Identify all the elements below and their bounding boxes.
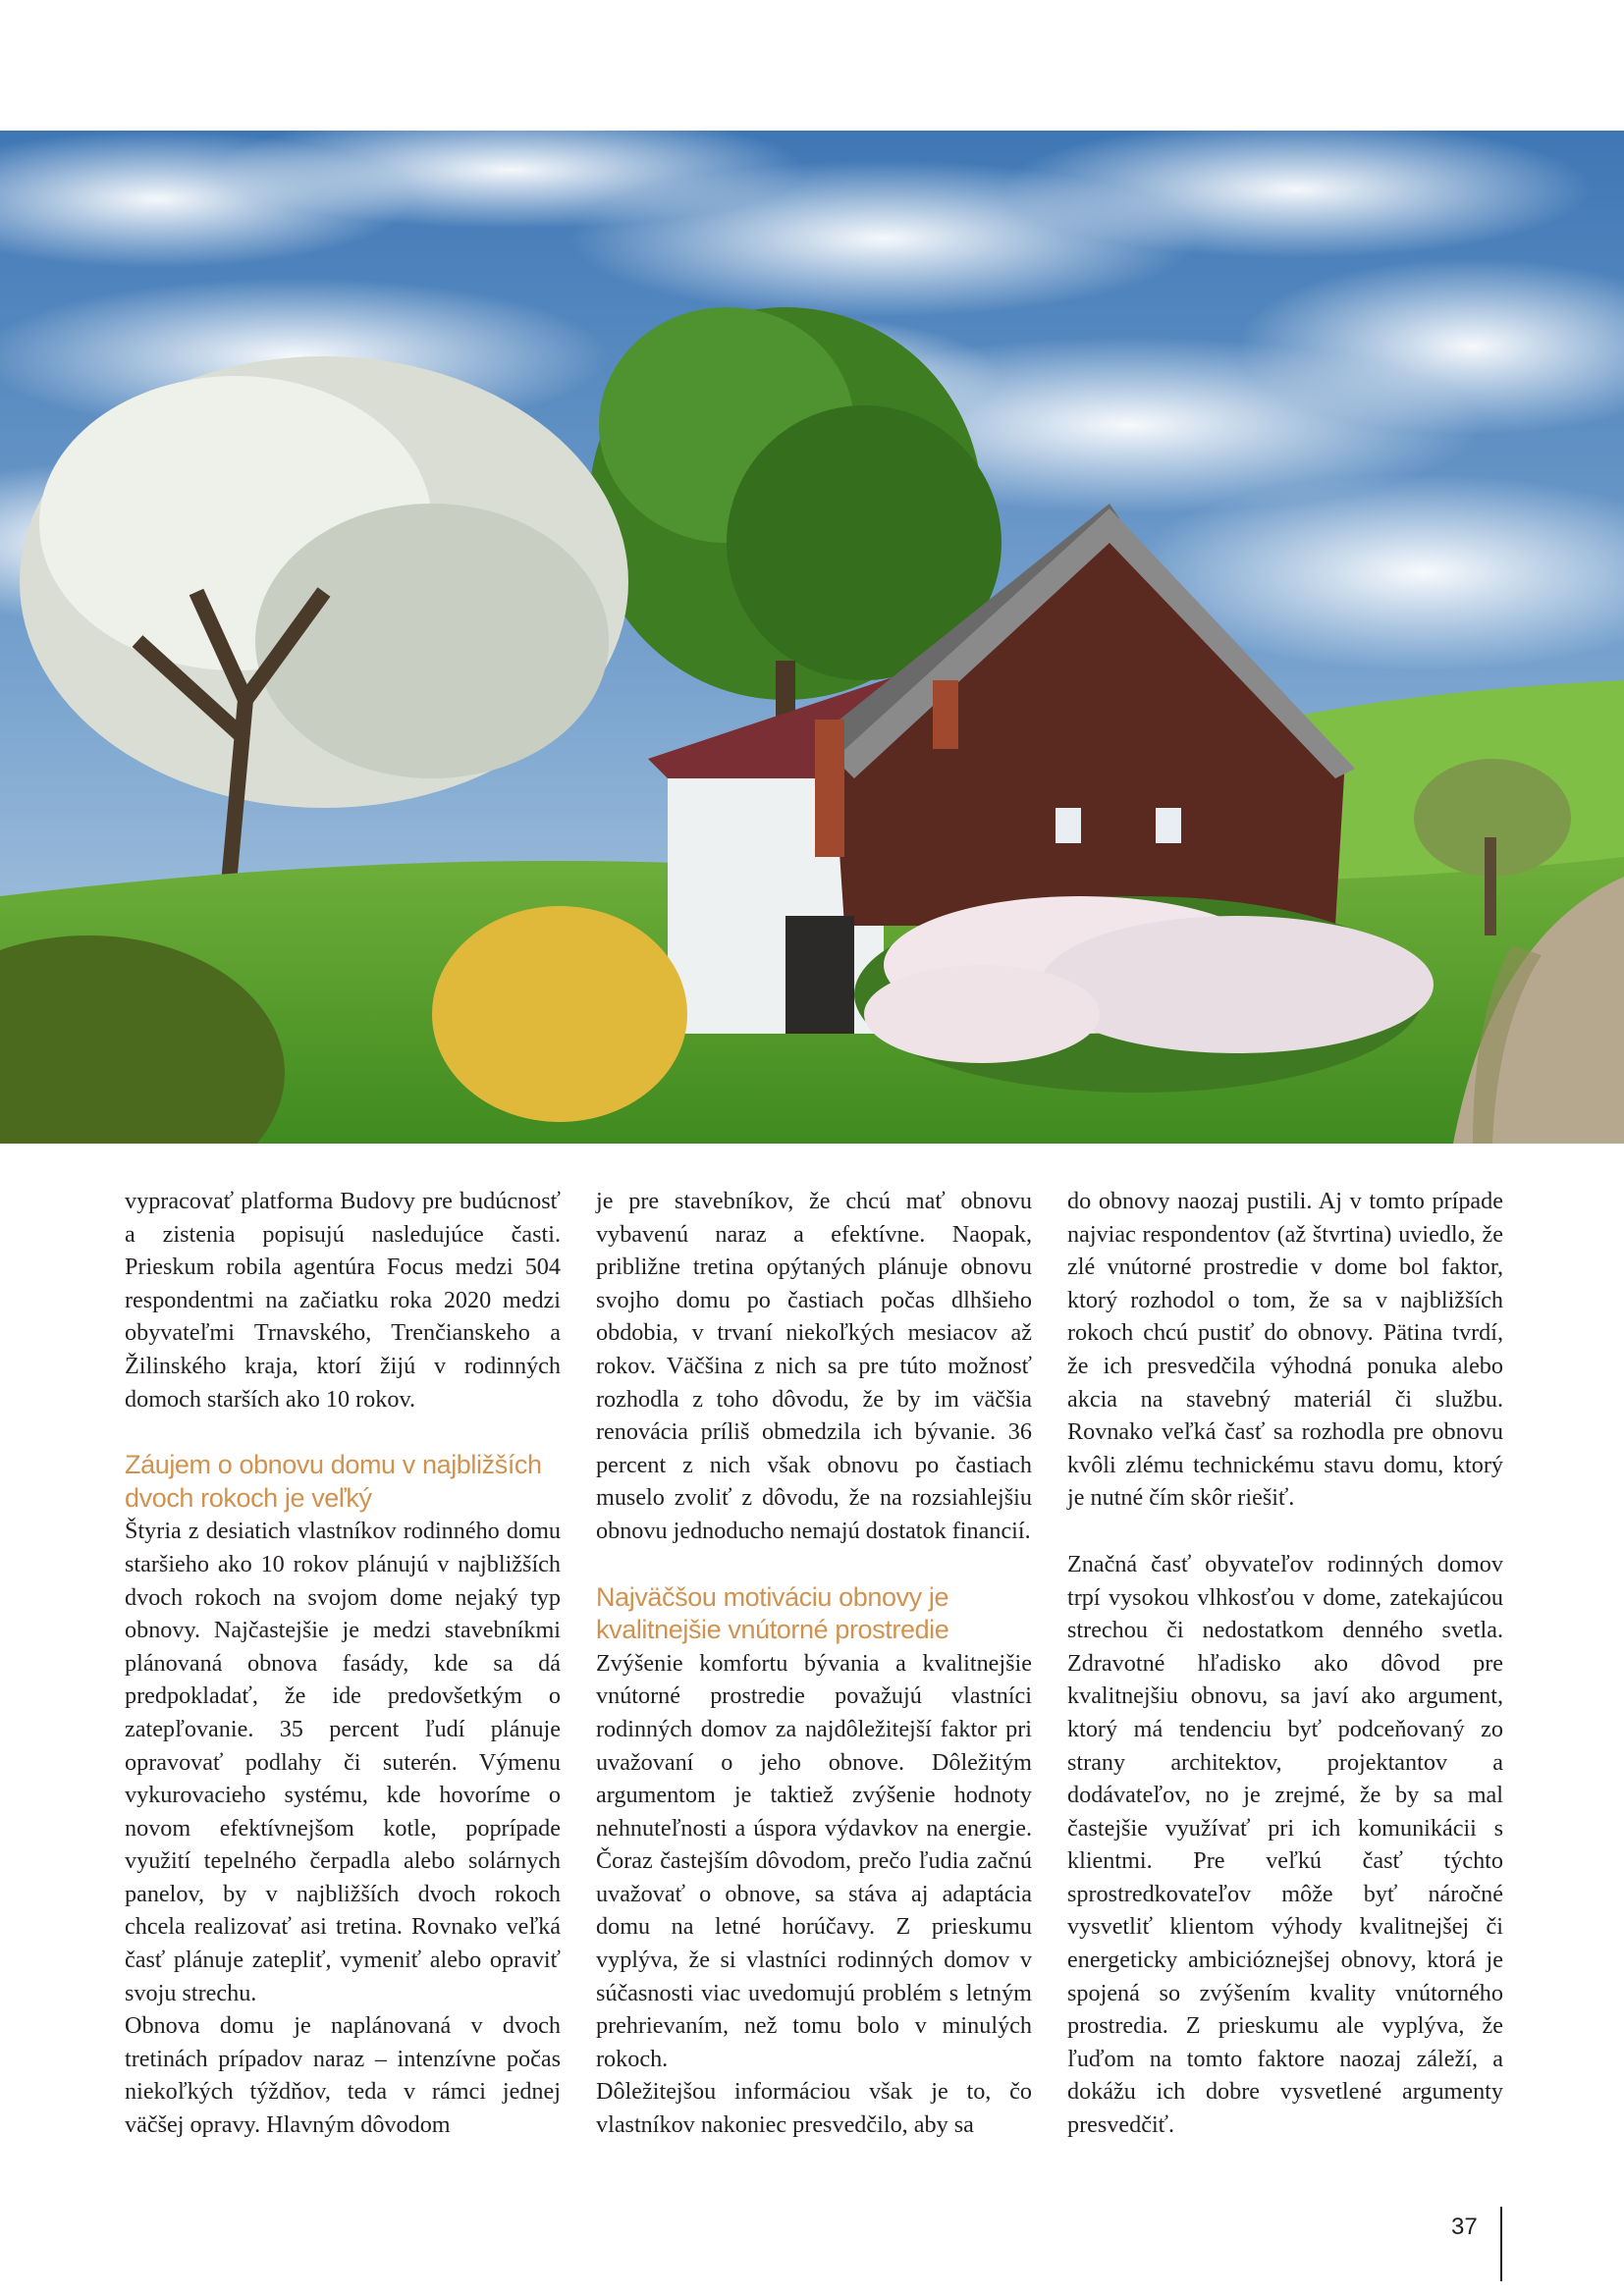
page-number-rule: [1500, 2207, 1502, 2281]
paragraph: Dôležitejšou informáciou však je to, čo vlastníkov nakoniec presvedčilo, aby sa: [596, 2078, 1032, 2139]
paragraph: do obnovy naozaj pustili. Aj v tomto prípade najviac respondentov (až štvrtina) uviedlo, že zlé vnútorné prostredie v dome bol faktor, ktorý rozhodol o tom, že sa v najbližších rokoch chcú pustiť do obnovy. Pätina tvrdí, že ich presvedčila výhodná ponuka alebo akcia na stavebný materiál či službu. Rovnako veľká časť sa rozhodla pre obnovu kvôli zlému technickému stavu domu, ktorý je nutné čím skôr riešiť.: [1067, 1188, 1503, 1512]
photo-illustration: [0, 131, 1624, 1144]
house-landscape-photo: [0, 131, 1624, 1144]
text-column-3: [1067, 1185, 1503, 2142]
section-heading: Najväčšou motiváciu obnovy je kvalitnejšie vnútorné prostredie: [596, 1581, 949, 1645]
paragraph: Zvýšenie komfortu bývania a kvalitnejšie vnútorné prostredie považujú vlastníci rodinných domov za najdôležitejší faktor pri uvažovaní o jeho obnove. Dôležitým argumentom je taktiež zvýšenie hodnoty nehnuteľnosti a úspora výdavkov na energie. Čoraz častejším dôvodom, prečo ľudia začnú uvažovať o obnove, sa stáva aj adaptácia domu na letné horúčavy. Z prieskumu vyplýva, že si vlastníci rodinných domov v súčasnosti viac uvedomujú problém s letným prehrievaním, než tomu bolo v minulých rokoch.: [596, 1649, 1032, 2072]
paragraph: Obnova domu je naplánovaná v dvoch tretinách prípadov naraz – intenzívne počas niekoľkých týždňov, teda v rámci jednej väčšej opravy. Hlavným dôvodom: [125, 2012, 561, 2139]
paragraph: Značná časť obyvateľov rodinných domov trpí vysokou vlhkosťou v dome, zatekajúcou strechou či nedostatkom denného svetla. Zdravotné hľadisko ako dôvod pre kvalitnejšiu obnovu, sa javí ako argument, ktorý má tendenciu byť podceňovaný zo strany architektov, projektantov a dodávateľov, no je zrejmé, že by sa mal častejšie využívať pri ich komunikácii s klientmi. Pre veľkú časť týchto sprostredkovateľov môže byť náročné vysvetliť klientom výhody kvalitnejšej či energeticky ambicióznejšej obnovy, ktorá je spojená so zvýšením kvality vnútorného prostredia. Z prieskumu ale vyplýva, že ľuďom na tomto faktore naozaj záleží, a dokážu ich dobre vysvetlené argumenty presvedčiť.: [1067, 1550, 1503, 2139]
section-heading: Záujem o obnovu domu v najbližších dvoch rokoch je veľký: [125, 1450, 542, 1513]
paragraph: vypracovať platforma Budovy pre budúcnosť a zistenia popisujú nasledujúce časti. Prieskum robila agentúra Focus medzi 504 respondentmi na začiatku roka 2020 medzi obyvateľmi Trnavského, Trenčianskeho a Žilinského kraja, ktorí žijú v rodinných domoch starších ako 10 rokov.: [125, 1188, 561, 1413]
text-column-2: [596, 1185, 1032, 2142]
yellow-bush: [432, 906, 687, 1122]
text-column-1: [125, 1185, 561, 2142]
paragraph: Štyria z desiatich vlastníkov rodinného domu staršieho ako 10 rokov plánujú v najbližších dvoch rokoch na svojom dome nejaký typ obnovy. Najčastejšie je medzi stavebníkmi plánovaná obnova fasády, kde sa dá predpokladať, že ide predovšetkým o zatepľovanie. 35 percent ľudí plánuje opravovať podlahy či suterén. Výmenu vykurovacieho systému, kde hovoríme o novom efektívnejšom kotle, poprípade využití tepelného čerpadla alebo solárnych panelov, by v najbližších dvoch rokoch chcela realizovať asi tretina. Rovnako veľká časť plánuje zatepliť, vymeniť alebo opraviť svoju strechu.: [125, 1518, 561, 2006]
paragraph: je pre stavebníkov, že chcú mať obnovu vybavenú naraz a efektívne. Naopak, približne tretina opýtaných plánuje obnovu svojho domu po častiach počas dlhšieho obdobia, v trvaní niekoľkých mesiacov až rokov. Väčšina z nich sa pre túto možnosť rozhodla z toho dôvodu, že by im väčšia renovácia príliš obmedzila ich bývanie. 36 percent z nich však obnovu po častiach muselo zvoliť z dôvodu, že na rozsiahlejšiu obnovu jednoducho nemajú dostatok financií.: [596, 1188, 1032, 1544]
page-number: 37: [1451, 2214, 1478, 2240]
